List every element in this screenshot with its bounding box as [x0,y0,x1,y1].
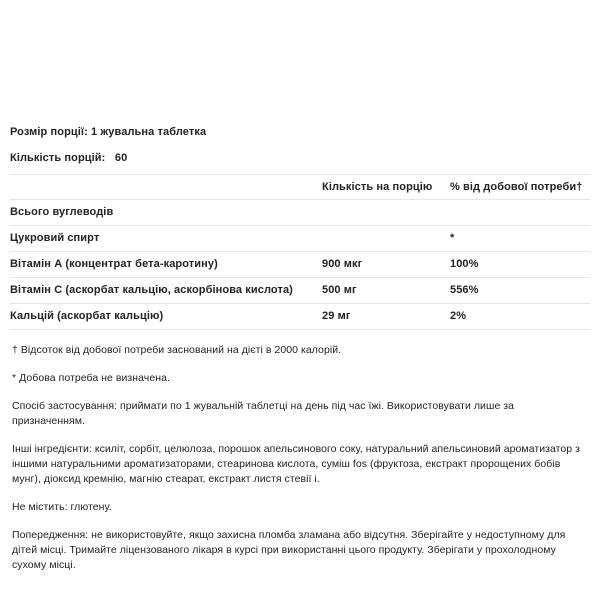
servings-per-container-label: Кількість порцій: 60 [10,152,128,164]
nutrient-amount [322,226,450,252]
warning-text: Попередження: не використовуйте, якщо захисна пломба зламана або відсутня. Зберігайте у недоступному для дітей місці. Тримайте ліцензованого лікаря в курсі при використанні цього продукту. Зберігати у прохолодному сухому місці. [12,529,566,571]
table-row [10,226,590,252]
table-body [10,200,590,330]
free-from-text: Не містить: глютену. [12,501,112,513]
nutrient-daily-value: 100% [450,252,590,278]
serving-size-label: Розмір порції: 1 жувальна таблетка [10,126,207,138]
nutrient-daily-value: * [450,226,590,252]
nutrient-daily-value: 2% [450,304,590,330]
nutrient-daily-value [450,200,590,226]
nutrient-name: Кальцій (аскорбат кальцію) [10,304,322,330]
table-row [10,200,590,226]
column-header-amount-per-serving: Кількість на порцію [322,175,450,200]
nutrient-daily-value: 556% [450,278,590,304]
table-row [10,304,590,330]
daily-value-not-established-footnote: * Добова потреба не визначена. [12,372,170,384]
column-header-nutrient [10,175,322,200]
notes-section [10,343,590,573]
column-header-daily-value: % від добової потреби† [450,175,590,200]
nutrient-amount: 900 мкг [322,252,450,278]
nutrient-amount: 500 мг [322,278,450,304]
nutrient-amount: 29 мг [322,304,450,330]
nutrient-name: Цукровий спирт [10,226,322,252]
nutrient-amount [322,200,450,226]
table-header-row [10,175,590,200]
other-ingredients-text: Інші інгредієнти: ксиліт, сорбіт, целюлоза, порошок апельсинового соку, натуральний апельсиновий ароматизатор з іншими натуральними ароматизаторами, стеаринова кислота, суміш fos (фруктоза, екстракт пророщених бобів мунг), діоксид кремнію, магнію стеарат, екстракт листя стевії і. [12,443,581,485]
serving-info-block [10,0,590,165]
nutrient-name: Всього вуглеводів [10,200,322,226]
supplement-facts-table [10,174,590,330]
nutrient-name: Вітамін C (аскорбат кальцію, аскорбінова кислота) [10,278,322,304]
table-row [10,278,590,304]
daily-value-footnote: † Відсоток від добової потреби заснований на дієті в 2000 калорій. [12,344,342,356]
table-header [10,175,590,200]
directions-text: Спосіб застосування: приймати по 1 жувальній таблетці на день під час їжі. Використовувати лише за призначенням. [12,400,515,427]
table-row [10,252,590,278]
nutrient-name: Вітамін А (концентрат бета-каротину) [10,252,322,278]
